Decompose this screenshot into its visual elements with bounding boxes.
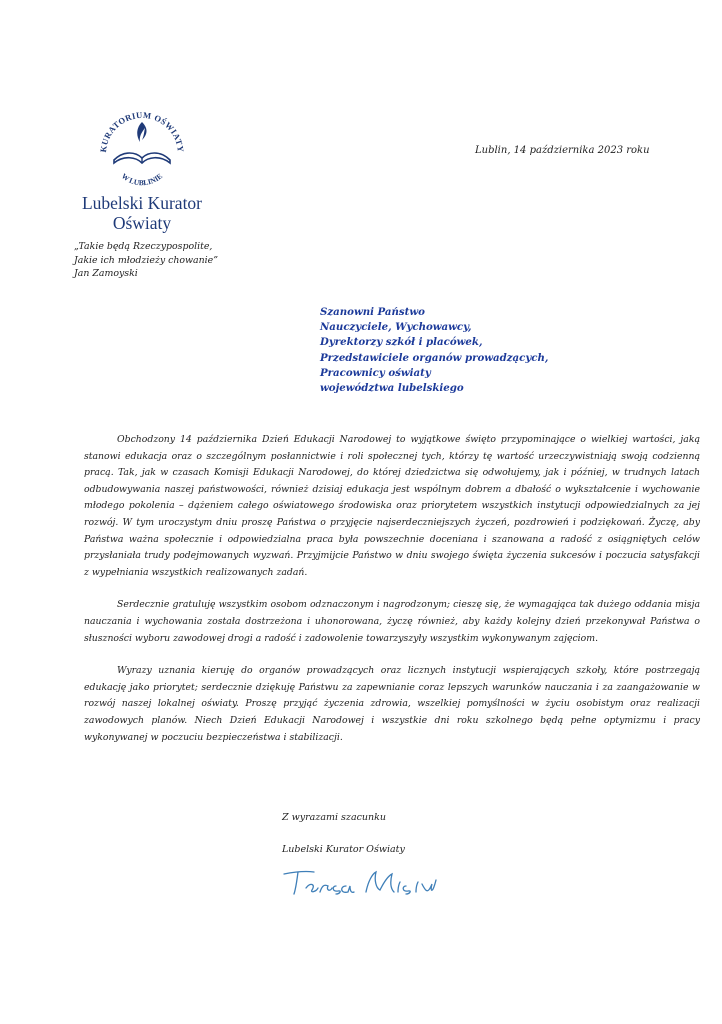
motto-line2: Jakie ich młodzieży chowanie” bbox=[74, 254, 219, 266]
closing-title: Lubelski Kurator Oświaty bbox=[282, 844, 405, 855]
emblem-ring-text-top: KURATORIUM OŚWIATY bbox=[97, 109, 187, 153]
kuratorium-emblem-icon bbox=[96, 108, 188, 188]
addressee-line: województwa lubelskiego bbox=[320, 382, 464, 395]
svg-text:W LUBLINIE bbox=[120, 171, 164, 187]
handwritten-signature-icon bbox=[280, 866, 440, 898]
body-paragraph: Obchodzony 14 października Dzień Edukacji Narodowej to wyjątkowe święto przypominające o wielkiej wartości, jaką stanowi edukacja oraz o szczególnym posłannictwie i roli społecznej tych, którzy tę wartość urzeczywistniają swoją codzienną pracą. Tak, jak w czasach Komisji Edukacji Narodowej, do której dziedzictwa się odwołujemy, jak i później, w trudnych latach odbudowywania naszej państwowości, również dzisiaj edukacja jest wspólnym dobrem a dbałość o wykształcenie i wychowanie młodego pokolenia – dążeniem całego oświatowego środowiska oraz priorytetem wszystkich instytucji odpowiedzialnych za jej rozwój. W tym uroczystym dniu proszę Państwa o przyjęcie najserdeczniejszych życzeń, pozdrowień i podziękowań. Życzę, aby Państwa ważna społecznie i odpowiedzialna praca była powszechnie doceniana i szanowana a radość z osiągniętych celów przysłaniała trudy podejmowanych wyzwań. Przyjmijcie Państwo w dniu swojego święta życzenia sukcesów i poczucia satysfakcji z wypełniania wszystkich realizowanych zadań. bbox=[84, 434, 700, 578]
letter-body bbox=[84, 432, 700, 762]
addressee-block bbox=[320, 305, 548, 396]
addressee-line: Przedstawiciele organów prowadzących, bbox=[320, 351, 549, 364]
organization-name bbox=[62, 193, 222, 233]
letter-date: Lublin, 14 października 2023 roku bbox=[475, 145, 650, 156]
organization-name-line1: Lubelski Kurator bbox=[81, 193, 203, 213]
addressee-line: Dyrektorzy szkół i placówek, bbox=[320, 336, 483, 349]
addressee-line: Szanowni Państwo bbox=[320, 306, 425, 318]
addressee-line: Nauczyciele, Wychowawcy, bbox=[320, 321, 472, 334]
closing-salutation: Z wyrazami szacunku bbox=[282, 812, 387, 823]
emblem-ring-text-bottom: W LUBLINIE bbox=[119, 171, 165, 188]
addressee-line: Pracownicy oświaty bbox=[320, 366, 431, 379]
motto-line1: „Takie będą Rzeczypospolite, bbox=[74, 241, 213, 252]
organization-name-line2: Oświaty bbox=[112, 213, 172, 233]
body-paragraph: Wyrazy uznania kieruję do organów prowadzących oraz licznych instytucji wspierających szkoły, które postrzegają edukację jako priorytet; serdecznie dziękuję Państwu za zapewnianie coraz lepszych warunków nauczania i za zaangażowanie w rozwój naszej lokalnej oświaty. Proszę przyjąć życzenia zdrowia, wszelkiej pomyślności w życiu osobistym oraz realizacji zawodowych planów. Niech Dzień Edukacji Narodowej i wszystkie dni roku szkolnego będą pełne optymizmu i pracy wykonywanej w poczuciu bezpieczeństwa i stabilizacji. bbox=[84, 665, 700, 743]
motto-author: Jan Zamoyski bbox=[74, 268, 138, 279]
body-paragraph: Serdecznie gratuluję wszystkim osobom odznaczonym i nagrodzonym; cieszę się, że wymagająca tak dużego oddania misja nauczania i wychowania została dostrzeżona i uhonorowana, życzę również, aby każdy kolejny dzień przekonywał Państwa o słuszności wyboru zawodowej drogi a radość i zadowolenie towarzyszyły wszystkim wykonywanym zajęciom. bbox=[84, 599, 700, 644]
motto bbox=[74, 240, 218, 281]
